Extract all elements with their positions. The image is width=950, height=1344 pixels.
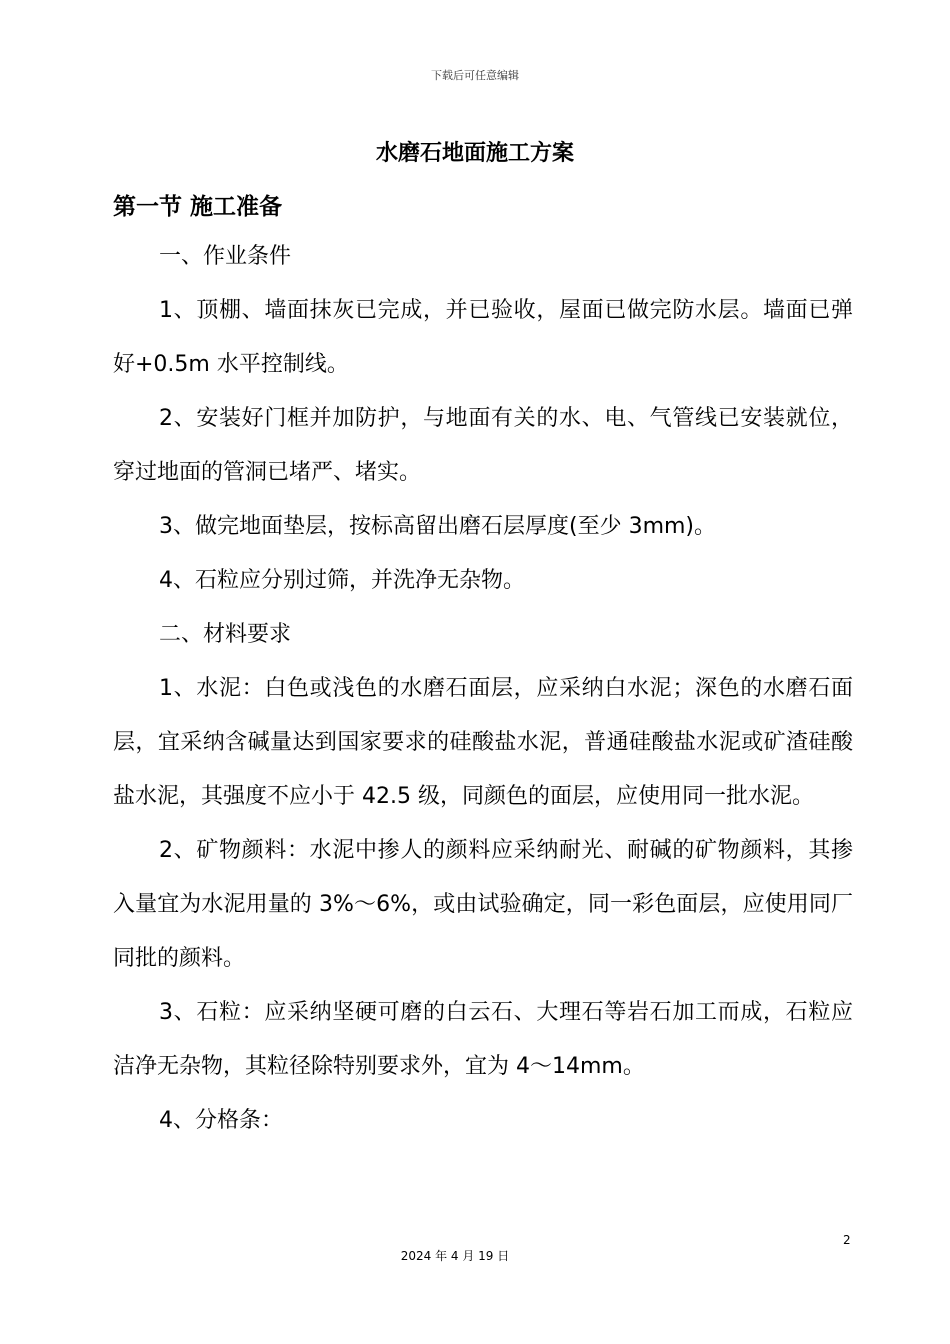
document-body xyxy=(113,230,853,1148)
paragraph-condition-4: 4、石粒应分别过筛，并洗净无杂物。 xyxy=(159,568,525,593)
download-note: 下载后可任意编辑 xyxy=(431,69,519,82)
subheading-material-requirements: 二、材料要求 xyxy=(159,622,292,647)
paragraph-material-stone-grains: 3、石粒：应采纳坚硬可磨的白云石、大理石等岩石加工而成，石粒应洁净无杂物，其粒径除特别要求外，宜为 4～14mm。 xyxy=(113,1000,853,1079)
paragraph-material-divider-strips: 4、分格条： xyxy=(159,1108,283,1133)
paragraph-condition-1: 1、顶棚、墙面抹灰已完成，并已验收，屋面已做完防水层。墙面已弹好+0.5m 水平控制线。 xyxy=(113,298,853,377)
paragraph-material-pigment: 2、矿物颜料：水泥中掺人的颜料应采纳耐光、耐碱的矿物颜料，其掺入量宜为水泥用量的 3%～6%，或由试验确定，同一彩色面层，应使用同厂同批的颜料。 xyxy=(113,838,853,971)
document-title: 水磨石地面施工方案 xyxy=(375,141,574,166)
paragraph-condition-2: 2、安装好门框并加防护，与地面有关的水、电、气管线已安装就位，穿过地面的管洞已堵严、堵实。 xyxy=(113,406,853,485)
footer-date: 2024 年 4 月 19 日 xyxy=(400,1249,510,1263)
paragraph-condition-3: 3、做完地面垫层，按标高留出磨石层厚度(至少 3mm)。 xyxy=(159,514,717,539)
paragraph-material-cement: 1、水泥：白色或浅色的水磨石面层，应采纳白水泥；深色的水磨石面层，宜采纳含碱量达到国家要求的硅酸盐水泥，普通硅酸盐水泥或矿渣硅酸盐水泥，其强度不应小于 42.5 级，同颜色的面层，应使用同一批水泥。 xyxy=(113,676,853,809)
page-number: 2 xyxy=(843,1233,851,1247)
subheading-work-conditions: 一、作业条件 xyxy=(159,244,292,269)
section-heading: 第一节 施工准备 xyxy=(113,194,283,220)
